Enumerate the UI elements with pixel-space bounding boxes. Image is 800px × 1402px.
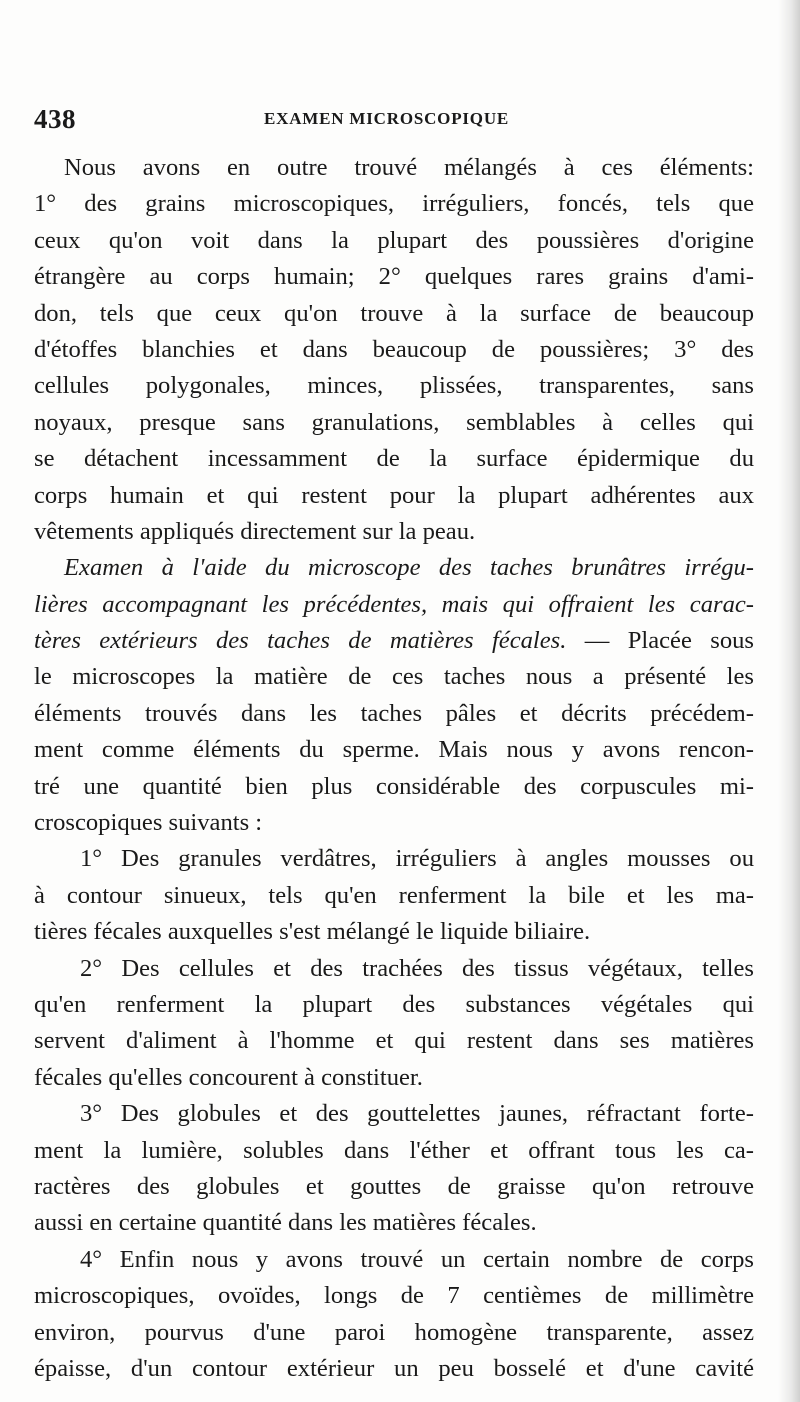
- text-line: environ, pourvus d'une paroi homogène transparente, assez: [34, 1318, 754, 1346]
- text-line: 1° des grains microscopiques, irréguliers, foncés, tels que: [34, 190, 754, 218]
- text-line: ractères des globules et gouttes de graisse qu'on retrouve: [34, 1172, 754, 1200]
- text-line: 3° Des globules et des gouttelettes jaunes, réfractant forte-: [80, 1100, 754, 1128]
- text-line: Nous avons en outre trouvé mélangés à ces éléments:: [64, 154, 754, 181]
- text-line: épaisse, d'un contour extérieur un peu bosselé et d'une cavité: [34, 1354, 754, 1382]
- italic-heading-end: tères extérieurs des taches de matières fécales.: [34, 627, 567, 655]
- text-line: 4° Enfin nous y avons trouvé un certain nombre de corps: [80, 1245, 754, 1273]
- text-line: croscopiques suivants :: [34, 809, 263, 837]
- text-line: tières fécales auxquelles s'est mélangé le liquide biliaire.: [34, 918, 591, 946]
- text-line: qu'en renferment la plupart des substances végétales qui: [34, 990, 754, 1018]
- text-line: ment la lumière, solubles dans l'éther et offrant tous les ca-: [34, 1136, 754, 1164]
- text-line: d'étoffes blanchies et dans beaucoup de poussières; 3° des: [34, 335, 754, 363]
- text-line: 2° Des cellules et des trachées des tissus végétaux, telles: [80, 954, 754, 982]
- text-line: 1° Des granules verdâtres, irréguliers à angles mousses ou: [80, 845, 754, 873]
- text-line: ment comme éléments du sperme. Mais nous y avons rencon-: [34, 736, 754, 764]
- text-line: le microscopes la matière de ces taches nous a présenté les: [34, 663, 754, 691]
- text-line: noyaux, presque sans granulations, semblables à celles qui: [34, 408, 754, 436]
- text-line: tré une quantité bien plus considérable des corpuscules mi-: [34, 772, 754, 800]
- text-line: à contour sinueux, tels qu'en renferment la bile et les ma-: [34, 881, 754, 909]
- text-line: éléments trouvés dans les taches pâles et décrits précédem-: [34, 699, 754, 727]
- text-line: se détachent incessamment de la surface épidermique du: [34, 445, 754, 473]
- text-line: vêtements appliqués directement sur la peau.: [34, 517, 476, 545]
- italic-heading-line: lières accompagnant les précédentes, mais qui offraient les carac-: [34, 590, 754, 618]
- text-line: ceux qu'on voit dans la plupart des poussières d'origine: [34, 226, 754, 254]
- text-line: aussi en certaine quantité dans les matières fécales.: [34, 1209, 537, 1237]
- text-segment: — Placée sous: [584, 627, 754, 655]
- page-edge-shadow: [778, 0, 800, 1402]
- text-line: don, tels que ceux qu'on trouve à la surface de beaucoup: [34, 299, 754, 327]
- running-head: EXAMEN MICROSCOPIQUE: [264, 109, 510, 128]
- text-line: étrangère au corps humain; 2° quelques rares grains d'ami-: [34, 263, 754, 291]
- text-line: corps humain et qui restent pour la plupart adhérentes aux: [34, 481, 754, 509]
- text-line: [34, 623, 754, 659]
- page-header: [34, 104, 760, 134]
- text-line: cellules polygonales, minces, plissées, transparentes, sans: [34, 372, 754, 400]
- text-line: microscopiques, ovoïdes, longs de 7 centièmes de millimètre: [34, 1282, 754, 1310]
- body-text: [34, 150, 754, 1387]
- text-line: fécales qu'elles concourent à constituer.: [34, 1063, 423, 1091]
- italic-heading-line: Examen à l'aide du microscope des taches brunâtres irrégu-: [64, 554, 754, 582]
- text-line: servent d'aliment à l'homme et qui restent dans ses matières: [34, 1027, 754, 1055]
- page-number: 438: [34, 104, 76, 134]
